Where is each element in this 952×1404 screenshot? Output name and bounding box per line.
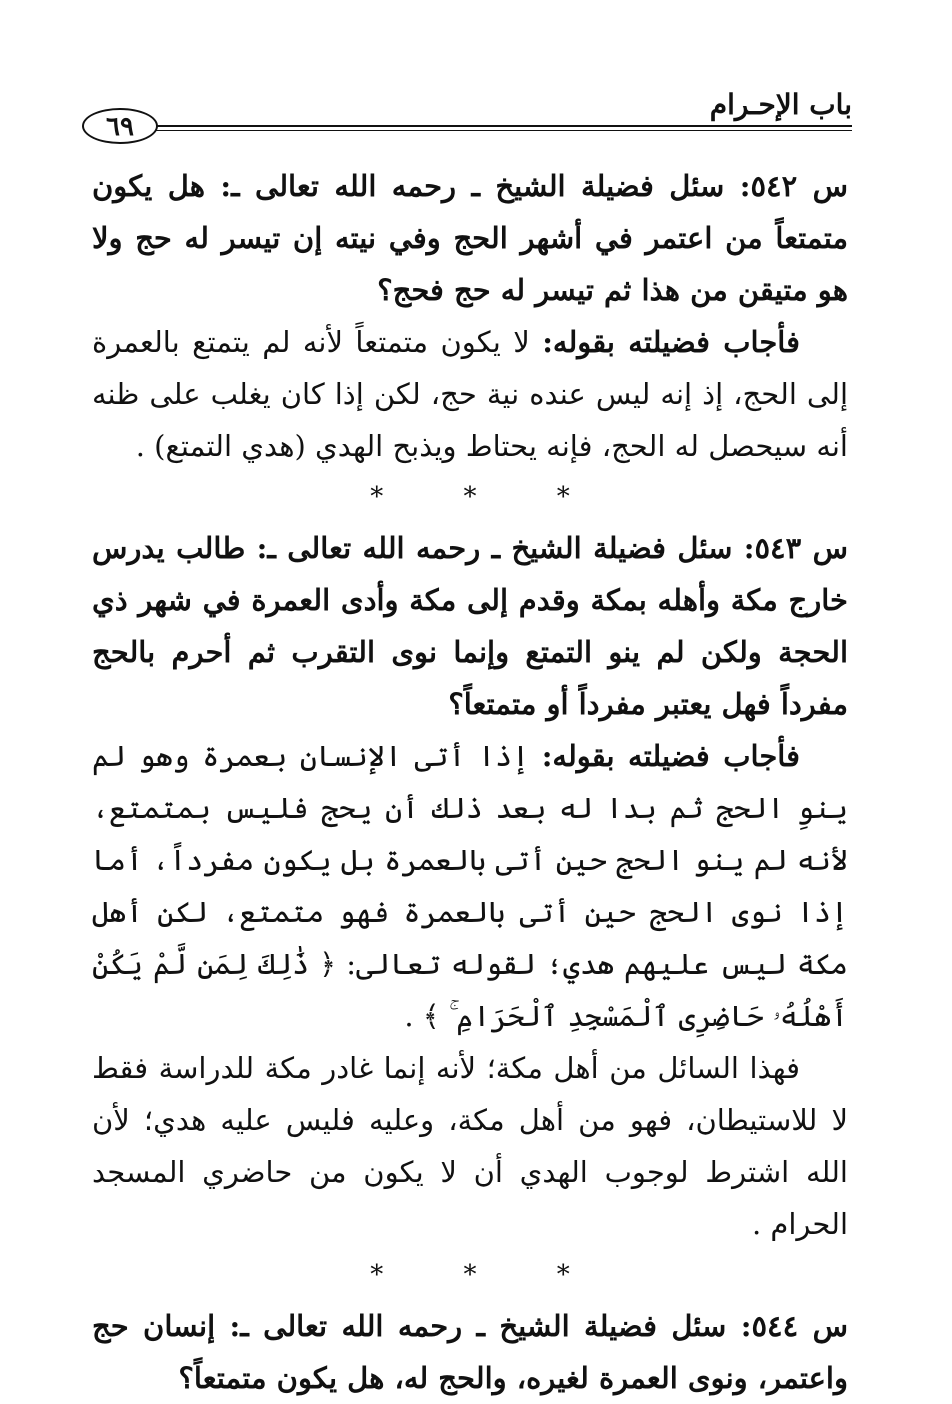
header-rule-thin	[154, 130, 852, 131]
answer-text: إذا أتى الإنسان بعمرة وهو لم ينوِ الحج ثم بدا له بعد ذلك أن يحج فليس بمتمتع، لأنه لم ينو الحج حين أتى بالعمرة بل يكون مفرداً، أما إذا نوى الحج حين أتى بالعمرة فهو متمتع، لكن أهل مكة ليس عليهم هدي؛ لقوله تعالى:	[92, 739, 849, 981]
page-header	[82, 88, 852, 148]
question-label: س ٥٤٣:	[743, 531, 848, 565]
section-separator: * * *	[370, 482, 606, 512]
question-label: س ٥٤٢:	[739, 169, 848, 203]
quran-verse: ﴿ ذَٰلِكَ لِمَن لَّمْ يَكُنْ أَهْلُهُۥ حَاضِرِى ٱلْمَسْجِدِ ٱلْحَرَامِ ۚ ﴾ .	[92, 947, 848, 1033]
followup-text: فهذا السائل من أهل مكة؛ لأنه إنما غادر مكة للدراسة فقط لا للاستيطان، فهو من أهل مكة، وعليه فليس عليه هدي؛ لأن الله اشترط لوجوب الهدي أن لا يكون من حاضري المسجد الحرام .	[92, 1051, 848, 1241]
question-544	[92, 1300, 848, 1404]
chapter-title: باب الإحـرام	[709, 88, 852, 121]
answer-label: فأجاب فضيلته بقوله:	[542, 325, 801, 359]
answer-text: لا يكون متمتعاً لأنه لم يتمتع بالعمرة إلى الحج، إذ إنه ليس عنده نية حج، لكن إذا كان يغلب على ظنه أنه سيحصل له الحج، فإنه يحتاط ويذبح الهدي (هدي التمتع) .	[92, 325, 848, 463]
header-rule	[154, 125, 852, 127]
answer-label: فأجاب فضيلته بقوله:	[541, 739, 801, 773]
question-text: سئل فضيلة الشيخ ـ رحمه الله تعالى ـ: طالب يدرس خارج مكة وأهله بمكة وقدم إلى مكة وأدى العمرة في شهر ذي الحجة ولكن لم ينو التمتع وإنما نوى التقرب ثم أحرم بالحج مفرداً فهل يعتبر مفرداً أو متمتعاً؟	[92, 531, 848, 721]
page-number: ٦٩	[82, 108, 158, 144]
section-separator: * * *	[370, 1260, 606, 1290]
answer-543	[92, 730, 848, 1042]
question-label: س ٥٤٤:	[740, 1309, 848, 1343]
answer-542	[92, 316, 848, 472]
question-542	[92, 160, 848, 316]
answer-543-followup	[92, 1042, 848, 1250]
page-content	[92, 160, 848, 1404]
question-543	[92, 522, 848, 730]
question-text: سئل فضيلة الشيخ ـ رحمه الله تعالى ـ: هل يكون متمتعاً من اعتمر في أشهر الحج وفي نيته إن تيسر له حج ولا هو متيقن من هذا ثم تيسر له حج فحج؟	[92, 169, 848, 307]
question-text: سئل فضيلة الشيخ ـ رحمه الله تعالى ـ: إنسان حج واعتمر، ونوى العمرة لغيره، والحج له، هل يكون متمتعاً؟	[92, 1309, 848, 1395]
